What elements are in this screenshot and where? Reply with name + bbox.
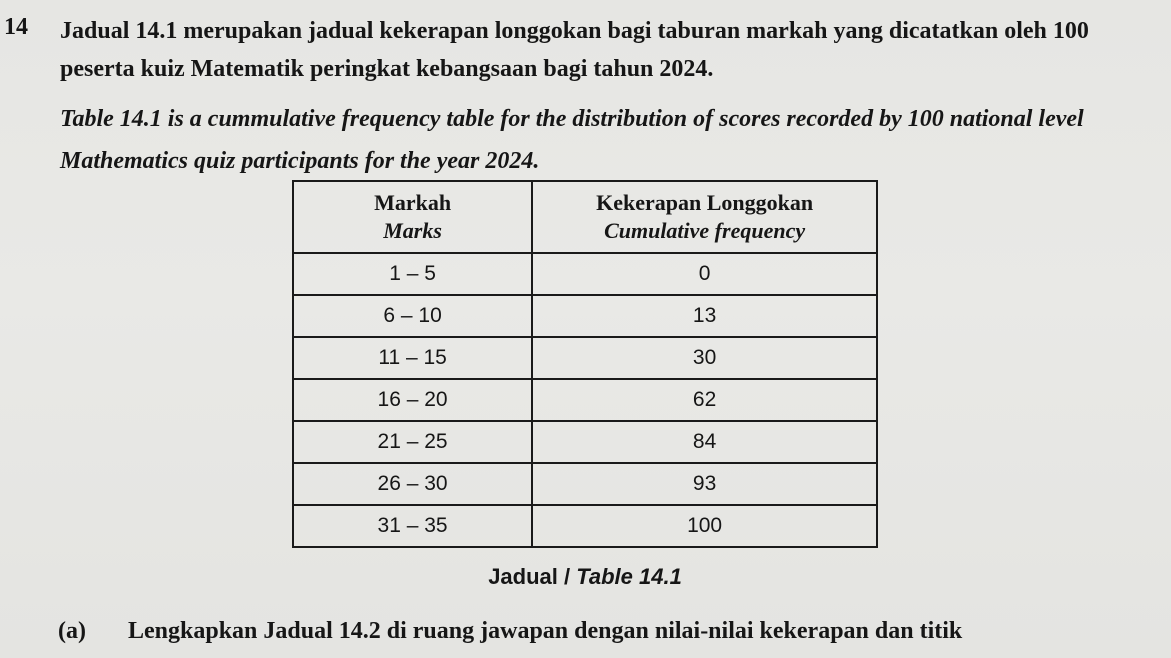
header-cumulative-frequency: [532, 181, 877, 253]
cumulative-frequency-cell: 0: [532, 253, 877, 295]
table-row: [293, 253, 877, 295]
marks-cell: 26 – 30: [293, 463, 532, 505]
part-a-label: (a): [58, 618, 86, 644]
marks-cell: 31 – 35: [293, 505, 532, 547]
marks-cell: 11 – 15: [293, 337, 532, 379]
marks-cell: 16 – 20: [293, 379, 532, 421]
cumulative-frequency-cell: 84: [532, 421, 877, 463]
question-number: 14: [4, 14, 28, 40]
caption-english: Table 14.1: [576, 564, 682, 589]
cumulative-frequency-cell: 93: [532, 463, 877, 505]
cumulative-frequency-cell: 13: [532, 295, 877, 337]
table-body: [293, 253, 877, 547]
marks-cell: 1 – 5: [293, 253, 532, 295]
table-header-row: [293, 181, 877, 253]
cumulative-frequency-table: [292, 180, 878, 548]
table-row: [293, 337, 877, 379]
marks-cell: 21 – 25: [293, 421, 532, 463]
marks-cell: 6 – 10: [293, 295, 532, 337]
table-row: [293, 295, 877, 337]
question-text-english: Table 14.1 is a cummulative frequency table for the distribution of scores recorded by 100 national level Mathematics quiz participants for the year 2024.: [60, 106, 1084, 174]
header-cf-malay: Kekerapan Longgokan: [596, 190, 814, 215]
cumulative-frequency-cell: 30: [532, 337, 877, 379]
header-marks-english: Marks: [383, 218, 442, 243]
question-text-malay: Jadual 14.1 merupakan jadual kekerapan longgokan bagi taburan markah yang dicatatkan oleh 100 peserta kuiz Matematik peringkat kebangsaan bagi tahun 2024.: [60, 18, 1089, 82]
table-row: [293, 463, 877, 505]
cumulative-frequency-cell: 100: [532, 505, 877, 547]
table-row: [293, 505, 877, 547]
header-cf-english: Cumulative frequency: [604, 218, 806, 243]
caption-malay: Jadual /: [488, 564, 577, 589]
table-caption: [292, 564, 878, 590]
table-row: [293, 379, 877, 421]
table-row: [293, 421, 877, 463]
part-a-text: Lengkapkan Jadual 14.2 di ruang jawapan dengan nilai-nilai kekerapan dan titik: [128, 618, 963, 644]
header-marks-malay: Markah: [374, 190, 452, 215]
header-marks: [293, 181, 532, 253]
cumulative-frequency-cell: 62: [532, 379, 877, 421]
